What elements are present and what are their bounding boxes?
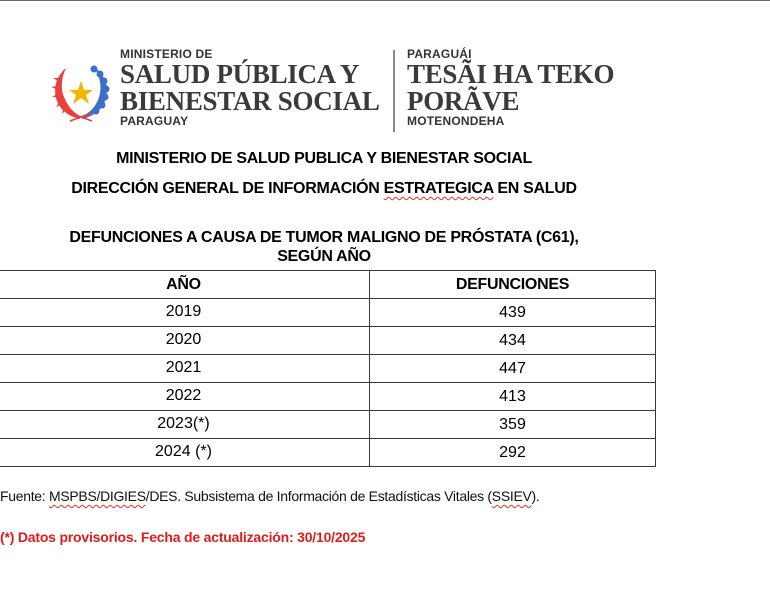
year-cell: 2021 bbox=[0, 355, 370, 383]
logo-top-small: MINISTERIO DE bbox=[120, 47, 213, 61]
ministry-emblem-icon bbox=[50, 63, 112, 125]
source-text-end: ). bbox=[531, 488, 540, 504]
year-cell: 2022 bbox=[0, 383, 370, 411]
direction-text-end: EN SALUD bbox=[493, 180, 577, 197]
logo-line-1: SALUD PÚBLICA Y bbox=[120, 59, 360, 89]
provisional-data-note: (*) Datos provisorios. Fecha de actualización: 30/10/2025 bbox=[0, 529, 366, 545]
deaths-cell: 359 bbox=[370, 411, 656, 439]
slogan-logo-text bbox=[407, 48, 614, 128]
logo-line-2: BIENESTAR SOCIAL bbox=[120, 86, 380, 116]
deaths-cell: 447 bbox=[370, 355, 656, 383]
table-header-row bbox=[0, 271, 656, 299]
table-row bbox=[0, 411, 656, 439]
slogan-bottom-small: MOTENONDEHA bbox=[407, 114, 505, 128]
table-row bbox=[0, 299, 656, 327]
deaths-cell: 434 bbox=[370, 327, 656, 355]
source-label: Fuente: bbox=[0, 488, 49, 504]
deaths-cell: 439 bbox=[370, 299, 656, 327]
year-cell: 2023(*) bbox=[0, 411, 370, 439]
spellcheck-flagged-word: SSIEV bbox=[491, 488, 532, 504]
ministry-heading: MINISTERIO DE SALUD PUBLICA Y BIENESTAR SOCIAL bbox=[116, 150, 532, 167]
slogan-line-2: PORÃVE bbox=[407, 86, 520, 116]
direction-heading bbox=[0, 180, 648, 198]
table-row bbox=[0, 355, 656, 383]
table-row bbox=[0, 383, 656, 411]
year-cell: 2019 bbox=[0, 299, 370, 327]
deaths-cell: 292 bbox=[370, 439, 656, 467]
column-header-deaths: DEFUNCIONES bbox=[370, 271, 656, 299]
spellcheck-flagged-word: MSPBS/DIGIES bbox=[48, 488, 146, 504]
slogan-line-1: TESÃI HA TEKO bbox=[407, 59, 615, 89]
table-title-line-2: SEGÚN AÑO bbox=[277, 248, 371, 265]
ministry-logo-text bbox=[120, 48, 380, 128]
logo-bottom-small: PARAGUAY bbox=[120, 114, 189, 128]
slogan-top-small: PARAGUÁI bbox=[407, 47, 472, 61]
year-cell: 2024 (*) bbox=[0, 439, 370, 467]
column-header-year: AÑO bbox=[0, 271, 370, 299]
direction-text: DIRECCIÓN GENERAL DE INFORMACIÓN bbox=[71, 180, 384, 197]
table-title-line-1: DEFUNCIONES A CAUSA DE TUMOR MALIGNO DE PRÓSTATA (C61), bbox=[69, 229, 579, 246]
source-text: /DES. Subsistema de Información de Estadísticas Vitales ( bbox=[145, 488, 492, 504]
table-row bbox=[0, 439, 656, 467]
top-border bbox=[0, 0, 770, 1]
year-cell: 2020 bbox=[0, 327, 370, 355]
deaths-cell: 413 bbox=[370, 383, 656, 411]
deaths-by-year-table bbox=[0, 270, 656, 467]
table-row bbox=[0, 327, 656, 355]
spellcheck-flagged-word: ESTRATEGICA bbox=[383, 180, 494, 197]
logo-divider bbox=[393, 50, 395, 132]
source-note bbox=[0, 488, 539, 504]
